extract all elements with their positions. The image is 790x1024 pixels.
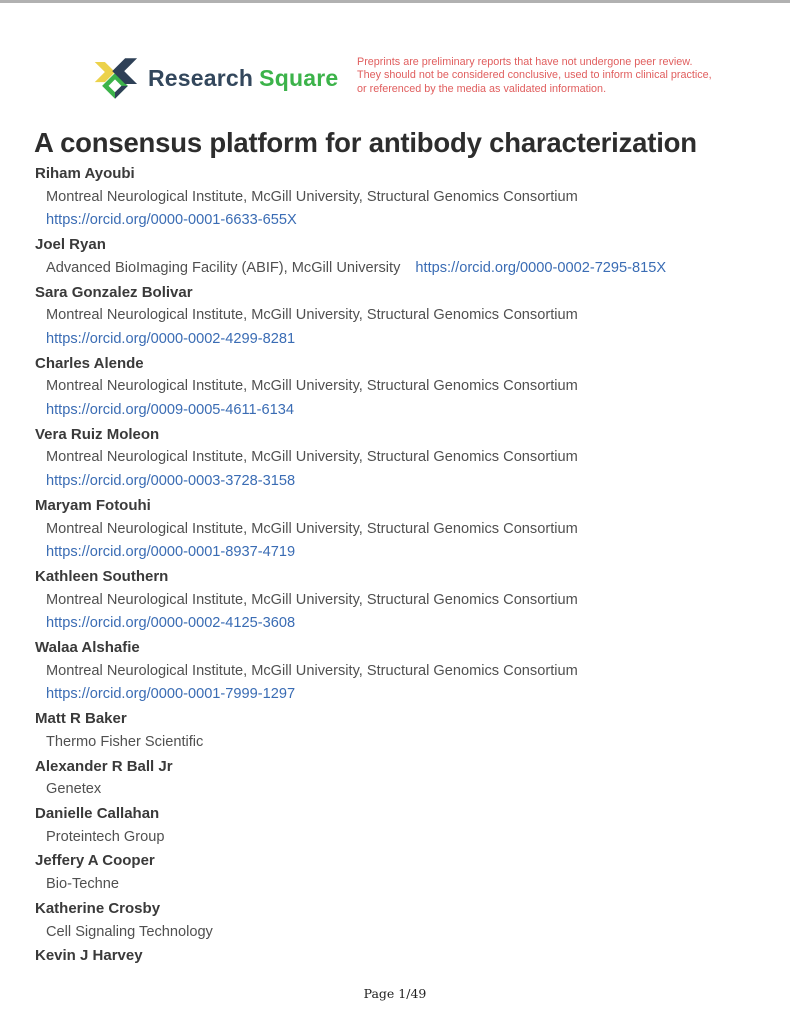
orcid-link[interactable]: https://orcid.org/0000-0001-7999-1297: [46, 686, 296, 703]
author-name: Riham Ayoubi: [35, 165, 135, 182]
author-name: Alexander R Ball Jr: [35, 757, 173, 775]
author-entry: [35, 352, 760, 423]
author-entry: [35, 494, 760, 565]
author-entry: [35, 849, 760, 896]
author-entry: [35, 636, 760, 707]
orcid-link[interactable]: https://orcid.org/0009-0005-4611-6134: [46, 402, 294, 419]
orcid-link[interactable]: https://orcid.org/0000-0003-3728-3158: [46, 473, 296, 490]
author-entry: [35, 755, 760, 802]
author-affiliation: Proteintech Group: [46, 828, 165, 845]
orcid-link[interactable]: https://orcid.org/0000-0002-7295-815X: [415, 259, 667, 276]
author-list: [35, 162, 760, 968]
preprint-disclaimer: [357, 56, 732, 96]
author-name: Joel Ryan: [35, 236, 106, 254]
author-entry: [35, 233, 760, 280]
author-entry: [35, 565, 760, 636]
author-name: Walaa Alshafie: [35, 639, 140, 657]
research-square-logo-icon: [92, 57, 138, 100]
author-entry: [35, 897, 760, 944]
top-accent-bar: [0, 0, 790, 3]
author-name: Matt R Baker: [35, 710, 127, 728]
author-affiliation: Genetex: [46, 781, 102, 798]
author-name: Kathleen Southern: [35, 567, 169, 585]
author-entry: [35, 281, 760, 352]
author-affiliation: Montreal Neurological Institute, McGill University, Structural Genomics Consortium: [46, 307, 578, 324]
author-affiliation: Advanced BioImaging Facility (ABIF), McGill University: [46, 259, 401, 276]
author-entry: [35, 802, 760, 849]
author-name: Sara Gonzalez Bolivar: [35, 283, 193, 301]
author-name: Kevin J Harvey: [35, 947, 143, 965]
logo-word-square: Square: [259, 65, 339, 91]
author-affiliation: Thermo Fisher Scientific: [46, 733, 204, 750]
author-entry: [35, 423, 760, 494]
author-name: Vera Ruiz Moleon: [35, 425, 160, 443]
author-affiliation: Montreal Neurological Institute, McGill University, Structural Genomics Consortium: [46, 378, 578, 395]
disclaimer-line-3: or referenced by the media as validated information.: [357, 82, 607, 95]
author-affiliation: Bio-Techne: [46, 876, 120, 893]
author-affiliation-row: [35, 257, 760, 281]
author-name: Maryam Fotouhi: [35, 496, 151, 514]
disclaimer-line-1: Preprints are preliminary reports that have not undergone peer review.: [357, 56, 693, 68]
author-name: Jeffery A Cooper: [35, 852, 155, 870]
author-entry: [35, 707, 760, 754]
orcid-link[interactable]: https://orcid.org/0000-0002-4125-3608: [46, 615, 296, 632]
logo-word-research: Research: [148, 65, 254, 91]
author-affiliation: Montreal Neurological Institute, McGill University, Structural Genomics Consortium: [46, 449, 578, 466]
author-name: Charles Alende: [35, 354, 144, 372]
author-affiliation: Montreal Neurological Institute, McGill University, Structural Genomics Consortium: [46, 520, 578, 537]
author-affiliation: Cell Signaling Technology: [46, 923, 213, 940]
author-entry: [35, 162, 760, 233]
orcid-link[interactable]: https://orcid.org/0000-0001-6633-655X: [46, 212, 297, 229]
research-square-logo-text: [148, 65, 338, 92]
article-title: A consensus platform for antibody characterization: [34, 127, 697, 159]
disclaimer-line-2: They should not be considered conclusive, used to inform clinical practice,: [357, 69, 712, 82]
orcid-link[interactable]: https://orcid.org/0000-0002-4299-8281: [46, 330, 296, 347]
author-affiliation: Montreal Neurological Institute, McGill University, Structural Genomics Consortium: [46, 591, 578, 608]
author-name: Danielle Callahan: [35, 804, 160, 822]
research-square-logo: [92, 57, 338, 100]
author-name: Katherine Crosby: [35, 899, 161, 917]
author-entry: [35, 944, 760, 968]
author-affiliation: Montreal Neurological Institute, McGill University, Structural Genomics Consortium: [46, 188, 578, 205]
page-number: Page 1/49: [363, 986, 427, 1001]
orcid-link[interactable]: https://orcid.org/0000-0001-8937-4719: [46, 544, 296, 561]
author-affiliation: Montreal Neurological Institute, McGill University, Structural Genomics Consortium: [46, 662, 578, 679]
